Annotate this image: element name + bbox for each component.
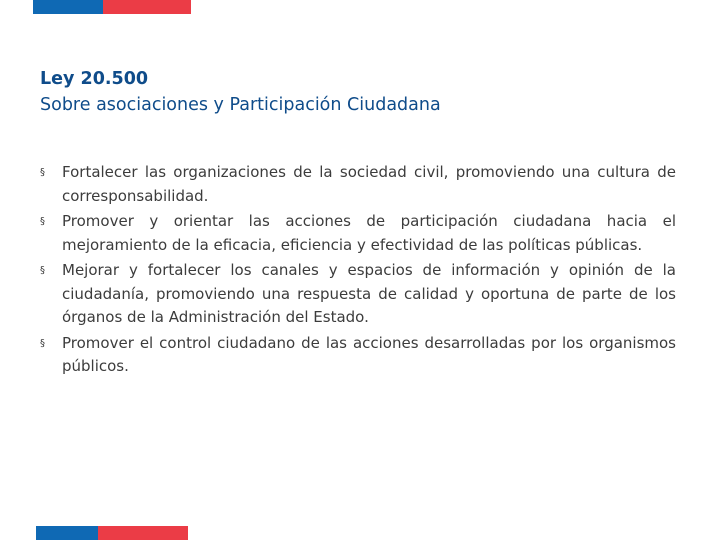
bottom-brand-bar (36, 526, 188, 540)
list-item-text: Mejorar y fortalecer los canales y espacios de información y opinión de la ciudadanía, promoviendo una respuesta de calidad y oportuna de parte de los órganos de la Administración del Estado. (62, 261, 676, 326)
square-bullet-icon: § (40, 216, 45, 227)
brand-bar-blue-segment (36, 526, 98, 540)
slide-title: Ley 20.500 (40, 69, 149, 89)
square-bullet-icon: § (40, 337, 45, 349)
brand-bar-blue-segment (33, 0, 103, 14)
list-item-text: Fortalecer las organizaciones de la sociedad civil, promoviendo una cultura de corresponsabilidad. (62, 163, 676, 205)
list-item (40, 210, 676, 257)
list-item (40, 332, 676, 379)
slide-title-block (40, 66, 680, 118)
list-item-text: Promover y orientar las acciones de participación ciudadana hacia el mejoramiento de la eficacia, eficiencia y efectividad de las políticas públicas. (62, 212, 676, 254)
brand-bar-red-segment (103, 0, 191, 14)
list-item-text: Promover el control ciudadano de las acciones desarrolladas por los organismos públicos. (62, 333, 676, 375)
list-item (40, 161, 676, 208)
slide-subtitle: Sobre asociaciones y Participación Ciudadana (40, 95, 441, 115)
brand-bar-red-segment (98, 526, 188, 540)
square-bullet-icon: § (40, 265, 45, 276)
top-brand-bar (33, 0, 191, 14)
objectives-list (40, 161, 676, 381)
square-bullet-icon: § (40, 167, 45, 178)
list-item (40, 259, 676, 330)
